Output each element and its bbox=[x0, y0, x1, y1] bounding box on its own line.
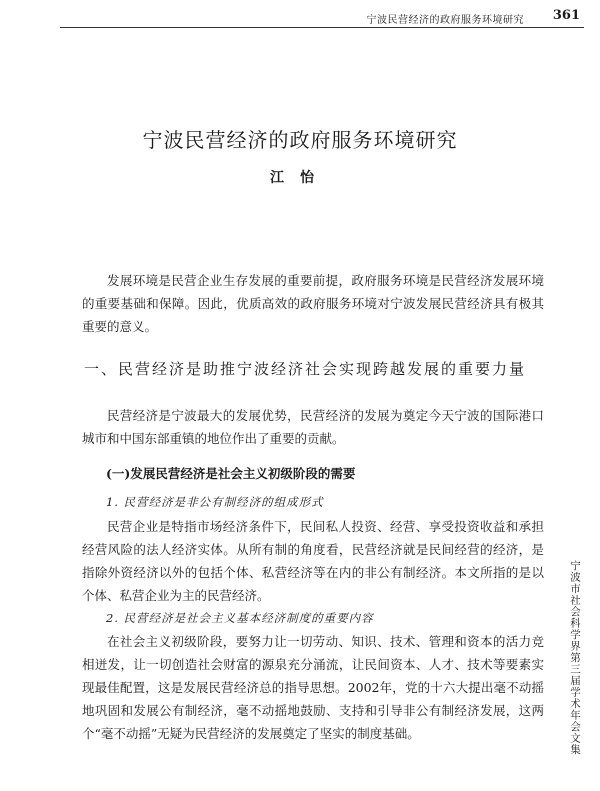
page-number: 361 bbox=[552, 8, 580, 23]
article-title: 宁波民营经济的政府服务环境研究 bbox=[142, 128, 458, 152]
author: 江怡 bbox=[270, 170, 330, 186]
section-paragraph: 民营经济是宁波最大的发展优势，民营经济的发展为奠定今天宁波的国际港口城市和中国东部重镇的地位作出了重要的贡献。 bbox=[82, 408, 544, 446]
running-title: 宁波民营经济的政府服务环境研究 bbox=[366, 15, 524, 26]
intro-paragraph: 发展环境是民营企业生存发展的重要前提，政府服务环境是民营经济发展环境的重要基础和保障。因此，优质高效的政府服务环境对宁波发展民营经济具有极其重要的意义。 bbox=[82, 273, 544, 334]
running-header bbox=[60, 9, 584, 28]
item-body-2: 在社会主义初级阶段，要努力让一切劳动、知识、技术、管理和资本的活力竞相迸发，让一切创造社会财富的源泉充分涌流，让民间资本、人才、技术等要素实现最佳配置，这是发展民营经济总的指导思想。2002年，党的十六大提出毫不动摇地巩固和发展公有制经济，毫不动摇地鼓励、支持和引导非公有制经济发展，这两个“毫不动摇”无疑为民营经济的发展奠定了坚实的制度基础。 bbox=[82, 634, 544, 741]
subsection-heading: (一)发展民营经济是社会主义初级阶段的需要 bbox=[106, 466, 356, 481]
item-body-1: 民营企业是特指市场经济条件下，民间私人投资、经营、享受投资收益和承担经营风险的法人经济实体。从所有制的角度看，民营经济就是民间经营的经济，是指除外资经济以外的包括个体、私营经济等在内的非公有制经济。本文所指的是以个体、私营企业为主的民营经济。 bbox=[82, 519, 544, 603]
item-heading-2: 2. 民营经济是社会主义基本经济制度的重要内容 bbox=[106, 611, 374, 625]
side-margin-text: 宁波市社会科学界第三届学术年会文集 bbox=[569, 560, 581, 756]
section-heading: 一、民营经济是助推宁波经济社会实现跨越发展的重要力量 bbox=[84, 360, 527, 378]
item-heading-1: 1. 民营经济是非公有制经济的组成形式 bbox=[106, 495, 324, 509]
